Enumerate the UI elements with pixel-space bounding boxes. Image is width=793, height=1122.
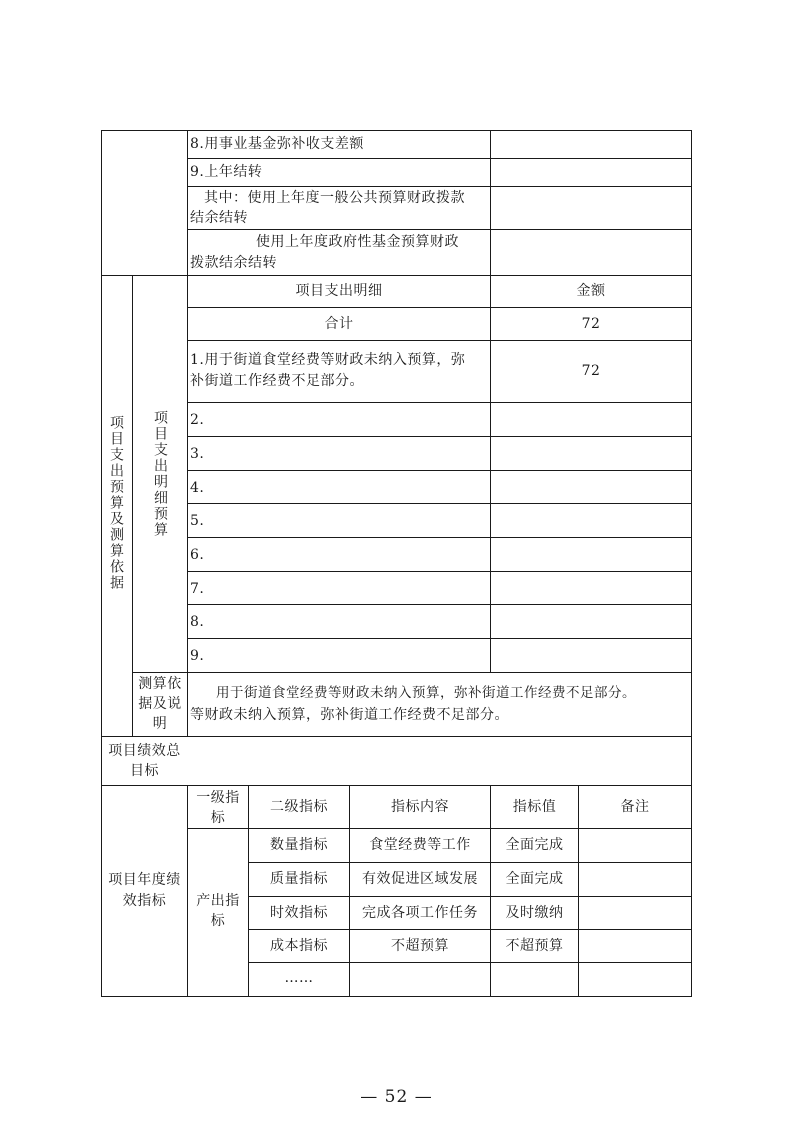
- item-row: 5.: [190, 513, 205, 529]
- page-number: — 52 —: [360, 1087, 433, 1107]
- indicator-value: 不超预算: [505, 938, 564, 954]
- basis-label-line3: 明: [152, 716, 168, 732]
- indicator-content: 有效促进区域发展: [362, 871, 478, 887]
- indicator-level2: ……: [284, 970, 314, 986]
- expenditure-inner-label: 项目支出明细预算: [152, 410, 168, 538]
- annual-label-line1: 项目年度绩: [108, 872, 181, 888]
- header-value: 指标值: [512, 799, 557, 815]
- total-label: 合计: [324, 316, 354, 332]
- item-row: 7.: [190, 581, 205, 597]
- header-detail: 项目支出明细: [295, 283, 383, 299]
- funding-row-8: 8.用事业基金弥补收支差额: [190, 136, 364, 152]
- indicator-content: 完成各项工作任务: [362, 905, 478, 921]
- indicator-value: 全面完成: [505, 871, 564, 887]
- output-label-line1: 产出指: [196, 893, 240, 909]
- funding-row-9: 9.上年结转: [190, 164, 263, 180]
- indicator-level2: 成本指标: [270, 938, 328, 954]
- item1-line2: 补街道工作经费不足部分。: [190, 373, 364, 389]
- header-level2: 二级指标: [270, 799, 328, 815]
- header-level1-line1: 一级指: [196, 790, 240, 806]
- header-content: 指标内容: [391, 799, 449, 815]
- funding-of-which-line2: 结余结转: [190, 210, 248, 226]
- header-amount: 金额: [576, 283, 606, 299]
- indicator-level2: 数量指标: [270, 837, 328, 853]
- indicator-value: 全面完成: [505, 837, 564, 853]
- item-row: 8.: [190, 614, 205, 630]
- basis-text-line1: 用于街道食堂经费等财政未纳入预算，弥补街道工作经费不足部分。: [216, 685, 636, 701]
- indicator-content: 不超预算: [391, 938, 449, 954]
- item-row: 2.: [190, 412, 205, 428]
- indicator-value: 及时缴纳: [505, 905, 564, 921]
- overall-goal-label-line2: 目标: [130, 763, 159, 779]
- item-row: 4.: [190, 480, 205, 496]
- header-level1-line2: 标: [210, 810, 226, 826]
- basis-label-line1: 测算依: [138, 676, 182, 692]
- funding-gov-fund-line2: 拨款结余结转: [190, 255, 277, 271]
- basis-text-line2: 等财政未纳入预算，弥补街道工作经费不足部分。: [190, 707, 509, 723]
- item-row: 9.: [190, 648, 205, 664]
- indicator-level2: 时效指标: [270, 905, 328, 921]
- indicator-content: 食堂经费等工作: [369, 837, 471, 853]
- output-label-line2: 标: [210, 913, 226, 929]
- overall-goal-label-line1: 项目绩效总: [108, 743, 181, 759]
- indicator-level2: 质量指标: [270, 871, 328, 887]
- item-row: 6.: [190, 547, 205, 563]
- funding-of-which-line1: 其中：使用上年度一般公共预算财政拨款: [204, 190, 465, 206]
- item1-amount: 72: [581, 363, 601, 379]
- funding-gov-fund-line1: 使用上年度政府性基金预算财政: [256, 234, 459, 250]
- basis-label-line2: 据及说: [138, 696, 182, 712]
- expenditure-outer-label: 项目支出预算及测算依据: [108, 415, 124, 591]
- header-remark: 备注: [620, 799, 650, 815]
- item-row: 3.: [190, 446, 205, 462]
- item1-line1: 1.用于街道食堂经费等财政未纳入预算，弥: [190, 352, 466, 368]
- annual-label-line2: 效指标: [122, 893, 167, 909]
- total-amount: 72: [581, 316, 601, 332]
